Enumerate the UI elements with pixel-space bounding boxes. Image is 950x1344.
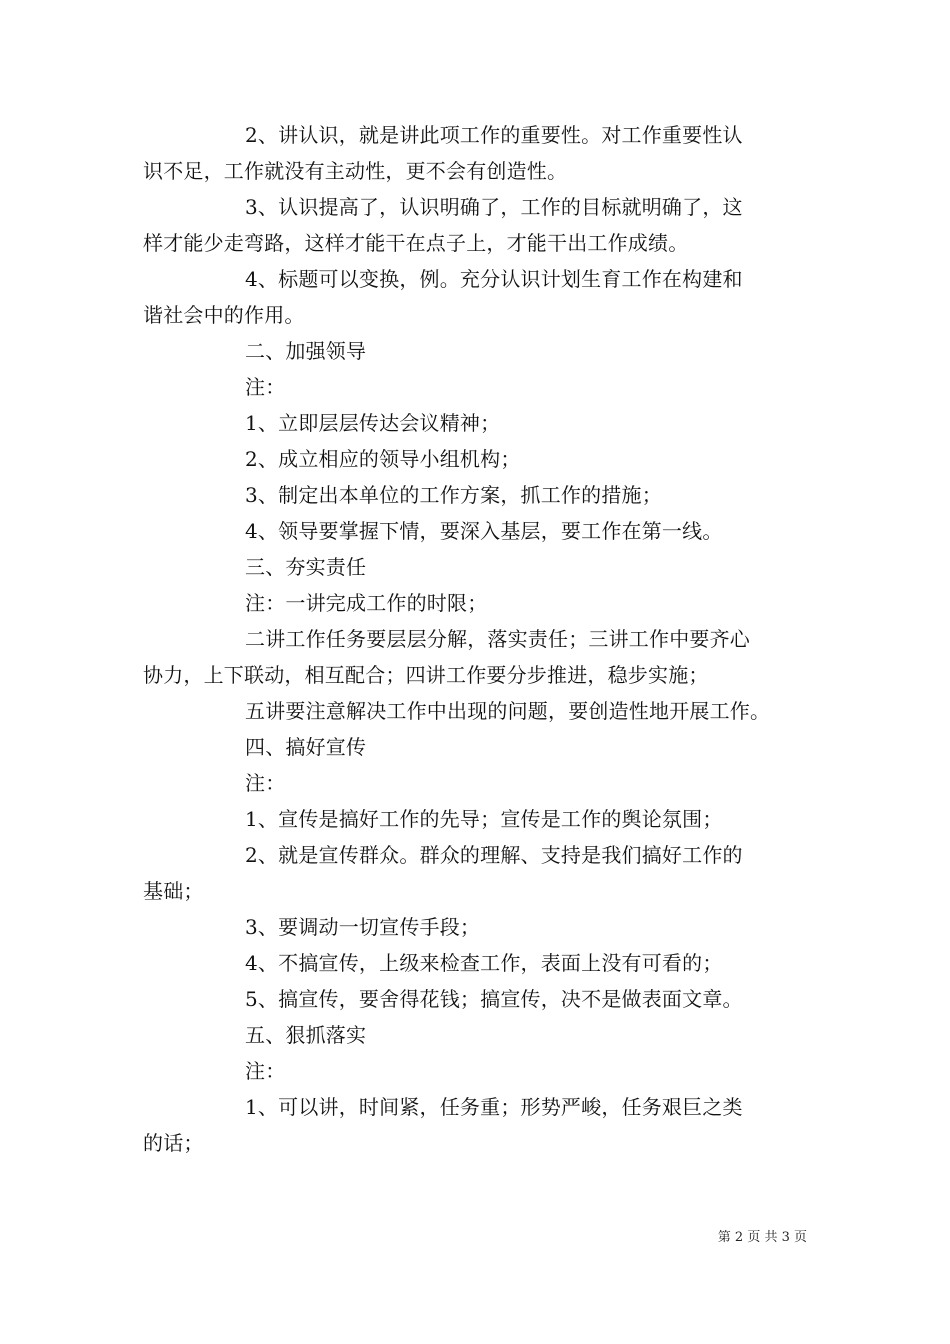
section-heading: 三、夯实责任 [245,555,367,579]
paragraph-line: 协力，上下联动，相互配合；四讲工作要分步推进，稳步实施； [143,663,709,687]
page-number: 第 2 页 共 3 页 [717,1230,807,1245]
list-item: 3、要调动一切宣传手段； [245,915,481,939]
paragraph-line: 二讲工作任务要层层分解，落实责任；三讲工作中要齐心 [245,627,750,651]
list-item: 4、领导要掌握下情，要深入基层，要工作在第一线。 [245,519,723,543]
list-item: 5、搞宣传，要舍得花钱；搞宣传，决不是做表面文章。 [245,987,743,1011]
section-heading: 四、搞好宣传 [245,735,367,759]
section-heading: 五、狠抓落实 [245,1023,367,1047]
list-item: 1、可以讲，时间紧，任务重；形势严峻，任务艰巨之类 [245,1095,743,1119]
note-label: 注： [245,375,286,399]
paragraph-line: 五讲要注意解决工作中出现的问题，要创造性地开展工作。 [245,699,771,723]
list-item: 4、不搞宣传，上级来检查工作，表面上没有可看的； [245,951,723,975]
page-footer [0,1230,950,1246]
list-item: 3、制定出本单位的工作方案，抓工作的措施； [245,483,662,507]
paragraph-line: 识不足，工作就没有主动性，更不会有创造性。 [143,159,568,183]
paragraph-line: 3、认识提高了，认识明确了，工作的目标就明确了，这 [245,195,743,219]
note-label: 注： [245,1059,286,1083]
paragraph-line: 4、标题可以变换，例。充分认识计划生育工作在构建和 [245,267,743,291]
list-item: 2、成立相应的领导小组机构； [245,447,521,471]
note-label: 注：一讲完成工作的时限； [245,591,488,615]
list-item: 1、宣传是搞好工作的先导；宣传是工作的舆论氛围； [245,807,723,831]
note-label: 注： [245,771,286,795]
paragraph-line: 基础； [143,879,204,903]
paragraph-line: 2、讲认识，就是讲此项工作的重要性。对工作重要性认 [245,123,743,147]
paragraph-line: 的话； [143,1131,204,1155]
section-heading: 二、加强领导 [245,339,367,363]
paragraph-line: 样才能少走弯路，这样才能干在点子上，才能干出工作成绩。 [143,231,689,255]
list-item: 2、就是宣传群众。群众的理解、支持是我们搞好工作的 [245,843,743,867]
list-item: 1、立即层层传达会议精神； [245,411,501,435]
paragraph-line: 谐社会中的作用。 [143,303,305,327]
document-body [143,117,808,1161]
